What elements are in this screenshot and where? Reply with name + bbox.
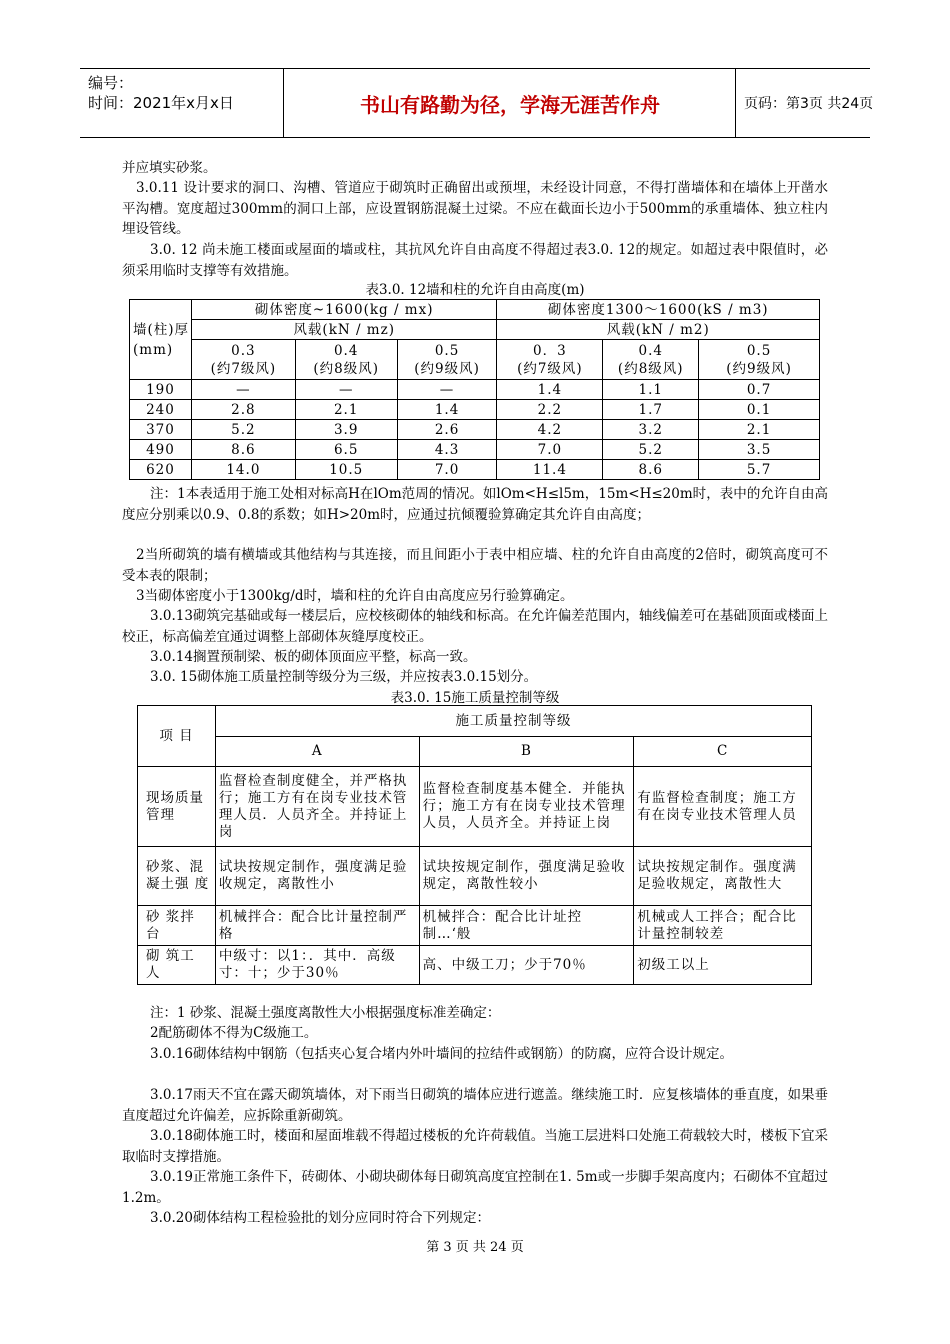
item-header: 项 目: [138, 706, 216, 767]
wind-load-header-1: 风载(kN / mz): [191, 320, 497, 340]
paragraph-3-0-14: 3.0.14搁置预制梁、板的砌体顶面应平整，标高一致。: [150, 649, 477, 665]
grade-b-header: B: [419, 737, 634, 767]
paragraph-3-0-19: 3.0.19正常施工条件下，砖砌体、小砌块砌体每日砌筑高度宜控制在1. 5m或一步脚手架高度内；石砌体不宜超过1.2m。: [122, 1169, 828, 1206]
header-motto: 书山有路勤为径，学海无涯苦作舟: [285, 69, 736, 137]
paragraph-3-0-18: 3.0.18砌体施工时，楼面和屋面堆载不得超过楼板的允许荷载值。当施工层进料口处施工荷载较大时，楼板下宜采取临时支撑措施。: [122, 1128, 828, 1165]
free-height-table: [129, 299, 820, 480]
header-meta: [80, 69, 284, 137]
table-row: 现场质量管理 监督检查制度健全，并严格执行；施工方有在岗专业技术管理人员．人员齐全。并持证上岗 监督检查制度基本健全．并能执行；施工方有在岗专业技术管理人员，人员齐全。并持证上岗 有监督检查制度；施工方有在岗专业技术管理人员: [138, 767, 812, 847]
grade-group-header: 施工质量控制等级: [215, 706, 811, 737]
table2-note-2: 2配筋砌体不得为C级施工。: [150, 1025, 318, 1041]
table-row: 240 2.8 2.1 1.4 2.2 1.7 0.1: [130, 400, 820, 420]
table-row: 砌 筑工 人 中级寸：以1：．其中．高级寸：十；少于30％ 高、中级工刀；少于70％ 初级工以上: [138, 946, 812, 985]
wind-level: 0.4 (约8级风): [295, 340, 397, 380]
table2-caption: 表3.0. 15施工质量控制等级: [390, 690, 560, 706]
grade-a-header: A: [215, 737, 419, 767]
table1-note-2: 2当所砌筑的墙有横墙或其他结构与其连接，而且间距小于表中相应墙、柱的允许自由高度的2倍时，砌筑高度可不受本表的限制；: [122, 547, 828, 584]
table-row: 370 5.2 3.9 2.6 4.2 3.2 2.1: [130, 420, 820, 440]
paragraph-3-0-20: 3.0.20砌体结构工程检验批的划分应同时符合下列规定：: [150, 1210, 490, 1226]
paragraph-3-0-12: 3.0. 12 尚未施工楼面或屋面的墙或柱，其抗风允许自由高度不得超过表3.0. 12的规定。如超过表中限值时，必须采用临时支撑等有效措施。: [122, 242, 828, 279]
table1-note-3: 3当砌体密度小于1300kg/d时，墙和柱的允许自由高度应另行验算确定。: [136, 588, 574, 604]
table-row: 砂浆、混凝土强 度 试块按规定制作，强度满足验收规定，离散性小 试块按规定制作，强度满足验收规定，离散性较小 试块按规定制作。强度满足验收规定，离散性大: [138, 847, 812, 906]
doc-number-label: 编号：: [88, 74, 134, 92]
paragraph-3-0-11: 3.0.11 设计要求的洞口、沟槽、管道应于砌筑时正确留出或预埋，未经设计同意，不得打凿墙体和在墙体上开凿水平沟槽。宽度超过300mm的洞口上部，应设置钢筋混凝土过梁。不应在截面长边小于500mm的承重墙体、独立柱内埋设管线。: [122, 180, 828, 237]
wind-level: 0.5 (约9级风): [699, 340, 820, 380]
grade-c-header: C: [634, 737, 812, 767]
density-group-2: 砌体密度1300～1600(kS / m3): [497, 300, 820, 320]
paragraph-3-0-16: 3.0.16砌体结构中钢筋（包括夹心复合堵内外叶墙间的拉结件或钢筋）的防腐，应符合设计规定。: [150, 1046, 733, 1062]
quality-grade-table: [137, 705, 812, 985]
wind-load-header-2: 风载(kN / m2): [497, 320, 820, 340]
paragraph-1: 并应填实砂浆。: [122, 160, 217, 176]
page-header: [80, 68, 874, 138]
header-page-label: 页码：第3页 共24页: [744, 96, 874, 112]
table1-note-1: 注：1本表适用于施工处相对标高H在lOm范周的情况。如lOm<H≤l5m，15m<H≤20m时，表中的允许自由高度应分别乘以0.9、0.8的系数；如H>20m时，应通过抗倾覆验算确定其允许自由高度；: [122, 486, 828, 523]
table-row: 190 — — — 1.4 1.1 0.7: [130, 380, 820, 400]
table1-caption: 表3.0. 12墙和柱的允许自由高度(m): [365, 282, 585, 298]
wind-level: 0.4 (约8级风): [603, 340, 699, 380]
wind-level: 0．3 (约7级风): [497, 340, 603, 380]
density-group-1: 砌体密度~1600(kg / mx): [191, 300, 497, 320]
wind-level: 0.3 (约7级风): [191, 340, 295, 380]
wind-level: 0.5 (约9级风): [397, 340, 497, 380]
page-footer: 第 3 页 共 24 页: [426, 1240, 524, 1255]
paragraph-3-0-17: 3.0.17雨天不宜在露天砌筑墙体，对下雨当日砌筑的墙体应进行遮盖。继续施工时．应复核墙体的垂直度，如果垂直度超过允许偏差，应拆除重新砌筑。: [122, 1087, 828, 1124]
table-row: 砂 浆拌 台 机械拌合：配合比计量控制严格 机械拌合：配合比计址控制…‘般 机械或人工拌合；配合比计量控制较差: [138, 906, 812, 946]
doc-time-label: 时间：2021年x月x日: [88, 94, 234, 112]
table-row: 490 8.6 6.5 4.3 7.0 5.2 3.5: [130, 440, 820, 460]
table-row: 620 14.0 10.5 7.0 11.4 8.6 5.7: [130, 460, 820, 480]
paragraph-3-0-13: 3.0.13砌筑完基础或每一楼层后，应校核砌体的轴线和标高。在允许偏差范围内，轴线偏差可在基础顶面或楼面上校正，标高偏差宜通过调整上部砌体灰缝厚度校正。: [122, 608, 828, 645]
paragraph-3-0-15: 3.0. 15砌体施工质量控制等级分为三级，并应按表3.0.15划分。: [150, 669, 538, 685]
table2-note-1: 注：1 砂浆、混凝土强度离散性大小根据强度标准差确定：: [150, 1005, 501, 1021]
thickness-header: 墙(柱)厚(mm): [130, 300, 192, 380]
